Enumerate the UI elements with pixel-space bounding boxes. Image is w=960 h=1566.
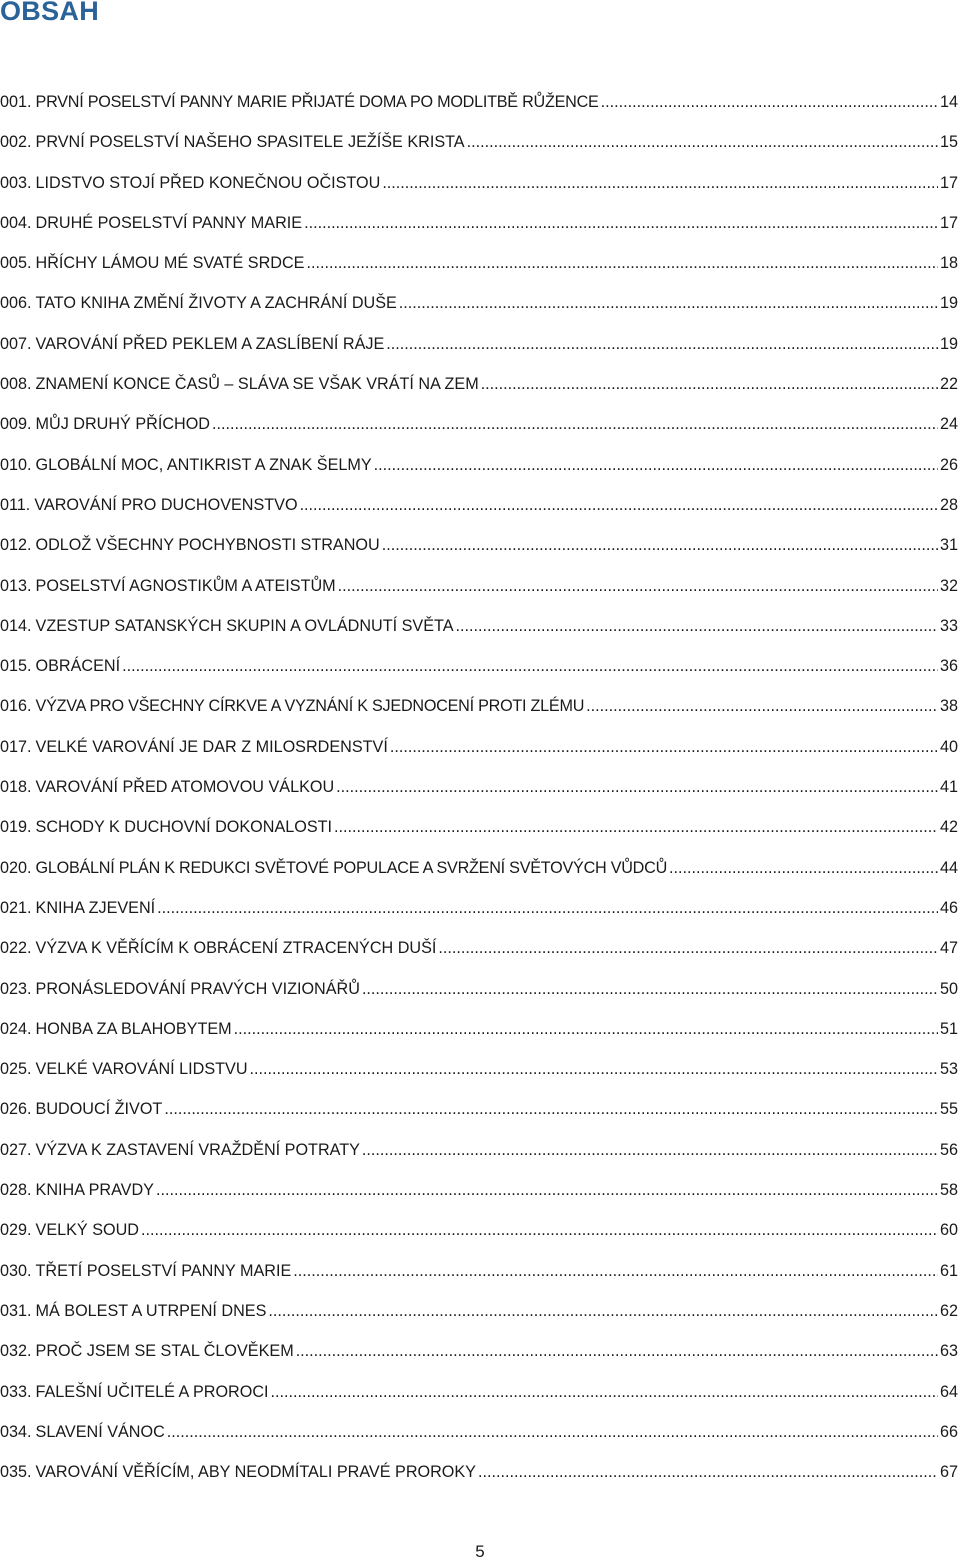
toc-entry[interactable]	[0, 653, 960, 693]
toc-entry-title[interactable]: KNIHA ZJEVENÍ	[35, 898, 156, 917]
page-title: OBSAH	[0, 0, 100, 26]
toc-entry[interactable]	[0, 693, 960, 733]
toc-entry-title[interactable]: VÝZVA K VĚŘÍCÍM K OBRÁCENÍ ZTRACENÝCH DUŠÍ	[35, 939, 437, 958]
toc-entry-title[interactable]: VAROVÁNÍ PRO DUCHOVENSTVO	[34, 495, 298, 514]
toc-entry-page: 60	[939, 1221, 958, 1240]
toc-entry-title[interactable]: VAROVÁNÍ PŘED PEKLEM A ZASLÍBENÍ RÁJE	[35, 334, 385, 353]
toc-entry-number: 007.	[0, 334, 32, 353]
page-number: 5	[475, 1542, 485, 1561]
toc-entry-page: 66	[939, 1422, 958, 1441]
toc-leader-dots	[382, 532, 938, 558]
toc-entry-title[interactable]: GLOBÁLNÍ MOC, ANTIKRIST A ZNAK ŠELMY	[35, 455, 372, 474]
toc-entry[interactable]	[0, 1177, 960, 1217]
toc-entry-title[interactable]: TATO KNIHA ZMĚNÍ ŽIVOTY A ZACHRÁNÍ DUŠE	[35, 294, 397, 313]
toc-entry-number: 006.	[0, 294, 32, 313]
toc-leader-dots	[293, 1258, 938, 1284]
toc-entry-page: 47	[939, 939, 958, 958]
toc-entry-page: 40	[939, 737, 958, 756]
toc-entry-page: 62	[939, 1301, 958, 1320]
toc-entry[interactable]	[0, 1419, 960, 1459]
toc-entry-number: 035.	[0, 1463, 32, 1482]
toc-entry-number: 003.	[0, 173, 32, 192]
toc-leader-dots	[399, 290, 938, 316]
toc-entry-number: 016.	[0, 697, 32, 716]
toc-entry-page: 67	[939, 1463, 958, 1482]
toc-entry-title[interactable]: FALEŠNÍ UČITELÉ A PROROCI	[35, 1382, 269, 1401]
toc-entry-number: 005.	[0, 254, 32, 273]
toc-leader-dots	[374, 452, 938, 478]
toc-entry-number: 024.	[0, 1019, 32, 1038]
toc-entry-page: 44	[939, 858, 958, 877]
toc-entry-page: 53	[939, 1060, 958, 1079]
toc-entry-page: 33	[939, 616, 958, 635]
toc-entry[interactable]	[0, 411, 960, 451]
toc-entry-page: 31	[939, 536, 958, 555]
toc-leader-dots	[156, 1177, 938, 1203]
toc-entry-number: 011.	[0, 495, 31, 514]
toc-entry-number: 025.	[0, 1060, 32, 1079]
toc-leader-dots	[438, 935, 938, 961]
toc-entry-title[interactable]: ZNAMENÍ KONCE ČASŮ – SLÁVA SE VŠAK VRÁTÍ NA ZEM	[35, 375, 479, 394]
toc-entry[interactable]	[0, 1459, 960, 1499]
toc-entry-page: 32	[939, 576, 958, 595]
toc-entry[interactable]	[0, 210, 960, 250]
toc-leader-dots	[382, 170, 938, 196]
toc-entry-title[interactable]: PROČ JSEM SE STAL ČLOVĚKEM	[35, 1342, 294, 1361]
toc-entry-title[interactable]: VAROVÁNÍ VĚŘÍCÍM, ABY NEODMÍTALI PRAVÉ PROROKY	[35, 1463, 476, 1482]
toc-entry[interactable]	[0, 774, 960, 814]
toc-entry-page: 24	[939, 415, 958, 434]
toc-entry[interactable]	[0, 290, 960, 330]
toc-entry[interactable]	[0, 1137, 960, 1177]
toc-entry-page: 58	[939, 1181, 958, 1200]
toc-entry-page: 55	[939, 1100, 958, 1119]
toc-leader-dots	[304, 210, 938, 236]
toc-entry[interactable]	[0, 855, 960, 895]
toc-entry-number: 004.	[0, 213, 32, 232]
toc-leader-dots	[164, 1096, 938, 1122]
toc-entry[interactable]	[0, 452, 960, 492]
toc-entry-page: 61	[939, 1261, 958, 1280]
toc-entry[interactable]	[0, 492, 960, 532]
toc-entry-title[interactable]: VELKÉ VAROVÁNÍ JE DAR Z MILOSRDENSTVÍ	[35, 737, 388, 756]
toc-leader-dots	[338, 573, 938, 599]
toc-entry[interactable]	[0, 1379, 960, 1419]
toc-entry-title[interactable]: MÁ BOLEST A UTRPENÍ DNES	[35, 1301, 267, 1320]
toc-leader-dots	[141, 1217, 938, 1243]
toc-entry-number: 028.	[0, 1181, 32, 1200]
toc-entry[interactable]	[0, 1056, 960, 1096]
toc-entry[interactable]	[0, 1338, 960, 1378]
toc-entry-page: 38	[939, 697, 958, 716]
toc-entry-page: 51	[939, 1019, 958, 1038]
toc-entry-number: 032.	[0, 1342, 32, 1361]
toc-leader-dots	[167, 1419, 938, 1445]
toc-leader-dots	[362, 1137, 938, 1163]
toc-entry-number: 019.	[0, 818, 32, 837]
toc-entry-number: 020.	[0, 858, 32, 877]
toc-leader-dots	[122, 653, 938, 679]
toc-entry-number: 022.	[0, 939, 32, 958]
toc-entry-title[interactable]: KNIHA PRAVDY	[35, 1181, 154, 1200]
toc-entry-page: 22	[939, 375, 958, 394]
toc-entry-title[interactable]: DRUHÉ POSELSTVÍ PANNY MARIE	[35, 213, 303, 232]
toc-entry-number: 030.	[0, 1261, 32, 1280]
toc-entry-title[interactable]: VELKÉ VAROVÁNÍ LIDSTVU	[35, 1060, 248, 1079]
toc-entry-number: 012.	[0, 536, 32, 555]
toc-entry-number: 015.	[0, 657, 32, 676]
toc-entry-title[interactable]: VÝZVA K ZASTAVENÍ VRAŽDĚNÍ POTRATY	[35, 1140, 360, 1159]
toc-leader-dots	[362, 976, 938, 1002]
toc-entry-page: 17	[939, 173, 958, 192]
table-of-contents	[0, 89, 960, 1499]
toc-leader-dots	[478, 1459, 938, 1485]
toc-entry-page: 17	[939, 213, 958, 232]
toc-entry-page: 36	[939, 657, 958, 676]
toc-entry-page: 64	[939, 1382, 958, 1401]
toc-leader-dots	[386, 331, 938, 357]
toc-leader-dots	[250, 1056, 938, 1082]
toc-entry-title[interactable]: MŮJ DRUHÝ PŘÍCHOD	[35, 415, 210, 434]
toc-leader-dots	[336, 774, 938, 800]
toc-entry[interactable]	[0, 371, 960, 411]
toc-entry[interactable]	[0, 170, 960, 210]
toc-leader-dots	[467, 129, 938, 155]
toc-entry[interactable]	[0, 532, 960, 572]
toc-entry-number: 026.	[0, 1100, 32, 1119]
toc-entry[interactable]	[0, 89, 960, 129]
toc-entry[interactable]	[0, 1016, 960, 1056]
toc-entry-number: 034.	[0, 1422, 32, 1441]
toc-entry-title[interactable]: ODLOŽ VŠECHNY POCHYBNOSTI STRANOU	[35, 536, 380, 555]
toc-leader-dots	[586, 693, 938, 719]
toc-leader-dots	[481, 371, 938, 397]
toc-entry-number: 009.	[0, 415, 32, 434]
toc-entry-title[interactable]: HŘÍCHY LÁMOU MÉ SVATÉ SRDCE	[35, 254, 305, 273]
toc-entry-page: 50	[939, 979, 958, 998]
toc-entry-title[interactable]: HONBA ZA BLAHOBYTEM	[35, 1019, 232, 1038]
toc-entry-page: 56	[939, 1140, 958, 1159]
toc-entry[interactable]	[0, 129, 960, 169]
toc-entry-title[interactable]: OBRÁCENÍ	[35, 657, 121, 676]
toc-leader-dots	[296, 1338, 938, 1364]
toc-leader-dots	[271, 1379, 938, 1405]
toc-entry-title[interactable]: VÝZVA PRO VŠECHNY CÍRKVE A VYZNÁNÍ K SJEDNOCENÍ PROTI ZLÉMU	[35, 697, 585, 716]
toc-entry-title[interactable]: PRVNÍ POSELSTVÍ NAŠEHO SPASITELE JEŽÍŠE KRISTA	[35, 133, 465, 152]
toc-entry-title[interactable]: PRONÁSLEDOVÁNÍ PRAVÝCH VIZIONÁŘŮ	[35, 979, 360, 998]
toc-entry-number: 031.	[0, 1301, 32, 1320]
toc-entry-number: 010.	[0, 455, 32, 474]
toc-entry-title[interactable]: POSELSTVÍ AGNOSTIKŮM A ATEISTŮM	[35, 576, 336, 595]
toc-entry[interactable]	[0, 814, 960, 854]
toc-entry-number: 014.	[0, 616, 32, 635]
toc-entry[interactable]	[0, 1096, 960, 1136]
toc-leader-dots	[669, 855, 938, 881]
toc-leader-dots	[212, 411, 938, 437]
toc-leader-dots	[300, 492, 938, 518]
toc-entry-page: 41	[939, 778, 958, 797]
toc-entry-number: 002.	[0, 133, 32, 152]
toc-leader-dots	[234, 1016, 938, 1042]
toc-entry-title[interactable]: PRVNÍ POSELSTVÍ PANNY MARIE PŘIJATÉ DOMA PO MODLITBĚ RŮŽENCE	[35, 93, 599, 111]
toc-entry[interactable]	[0, 1298, 960, 1338]
toc-entry-page: 18	[939, 254, 958, 273]
toc-entry-page: 26	[939, 455, 958, 474]
toc-leader-dots	[334, 814, 938, 840]
toc-entry-title[interactable]: LIDSTVO STOJÍ PŘED KONEČNOU OČISTOU	[35, 173, 381, 192]
toc-entry-page: 14	[939, 93, 958, 111]
toc-entry-page: 19	[939, 334, 958, 353]
toc-entry-number: 008.	[0, 375, 32, 394]
toc-entry-title[interactable]: VAROVÁNÍ PŘED ATOMOVOU VÁLKOU	[35, 778, 335, 797]
toc-entry-title[interactable]: VZESTUP SATANSKÝCH SKUPIN A OVLÁDNUTÍ SVĚTA	[35, 616, 454, 635]
toc-entry-number: 033.	[0, 1382, 32, 1401]
toc-entry[interactable]	[0, 613, 960, 653]
toc-entry[interactable]	[0, 250, 960, 290]
toc-entry-title[interactable]: VELKÝ SOUD	[35, 1221, 139, 1240]
toc-entry-number: 023.	[0, 979, 32, 998]
toc-leader-dots	[306, 250, 938, 276]
toc-entry[interactable]	[0, 1258, 960, 1298]
toc-entry[interactable]	[0, 331, 960, 371]
toc-entry-number: 029.	[0, 1221, 32, 1240]
toc-entry[interactable]	[0, 573, 960, 613]
toc-entry-page: 19	[939, 294, 958, 313]
toc-leader-dots	[390, 734, 938, 760]
toc-entry-page: 46	[939, 898, 958, 917]
toc-entry-page: 63	[939, 1342, 958, 1361]
toc-entry-number: 001.	[0, 93, 32, 111]
toc-entry-page: 28	[939, 495, 958, 514]
toc-entry-title[interactable]: SLAVENÍ VÁNOC	[35, 1422, 165, 1441]
toc-leader-dots	[268, 1298, 938, 1324]
toc-leader-dots	[601, 89, 938, 115]
toc-entry-number: 027.	[0, 1140, 32, 1159]
toc-leader-dots	[456, 613, 938, 639]
toc-entry-title[interactable]: SCHODY K DUCHOVNÍ DOKONALOSTI	[35, 818, 333, 837]
toc-entry-page: 15	[939, 133, 958, 152]
toc-entry-number: 018.	[0, 778, 32, 797]
toc-entry-title[interactable]: TŘETÍ POSELSTVÍ PANNY MARIE	[35, 1261, 292, 1280]
toc-leader-dots	[157, 895, 938, 921]
toc-entry-number: 013.	[0, 576, 32, 595]
toc-entry[interactable]	[0, 935, 960, 975]
toc-entry[interactable]	[0, 734, 960, 774]
toc-entry-title[interactable]: BUDOUCÍ ŽIVOT	[35, 1100, 163, 1119]
toc-entry[interactable]	[0, 1217, 960, 1257]
toc-entry-number: 021.	[0, 898, 32, 917]
toc-entry-number: 017.	[0, 737, 32, 756]
toc-entry-page: 42	[939, 818, 958, 837]
toc-entry-title[interactable]: GLOBÁLNÍ PLÁN K REDUKCI SVĚTOVÉ POPULACE A SVRŽENÍ SVĚTOVÝCH VŮDCŮ	[35, 858, 668, 877]
toc-entry[interactable]	[0, 895, 960, 935]
toc-entry[interactable]	[0, 976, 960, 1016]
